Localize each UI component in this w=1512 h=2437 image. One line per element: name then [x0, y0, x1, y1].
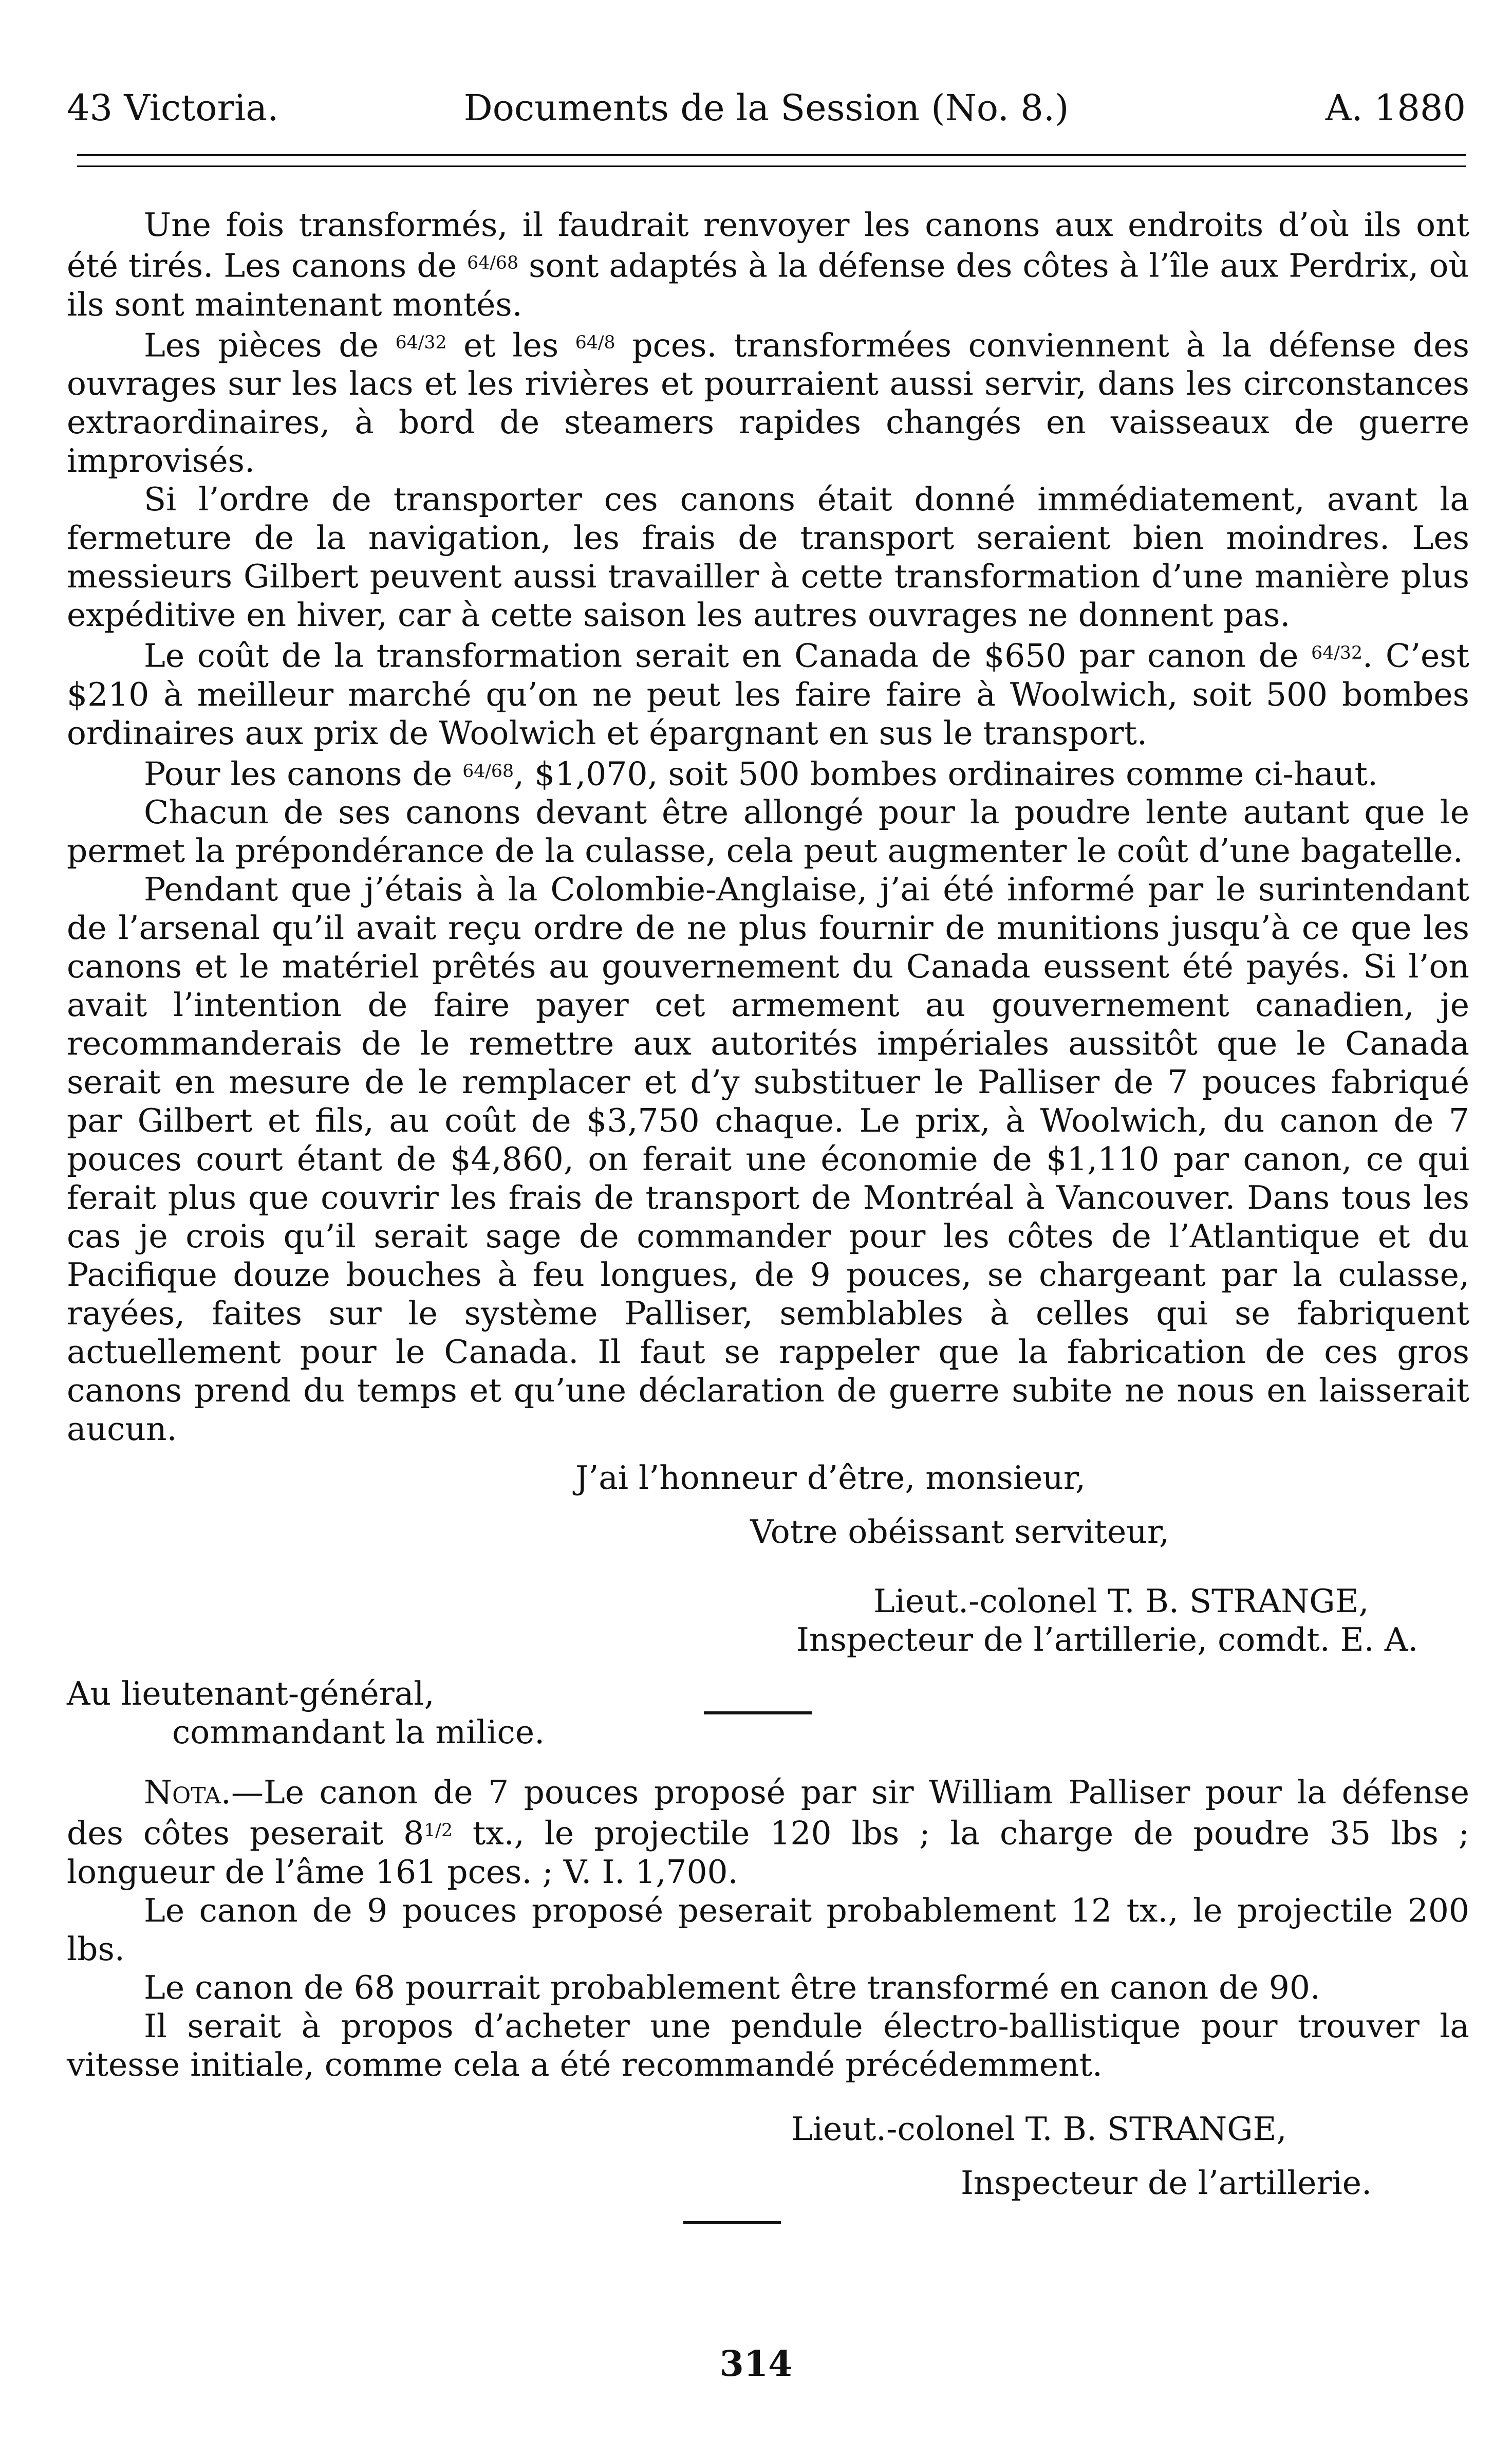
paragraph-7: Pendant que j’étais à la Colombie-Anglaise, j’ai été informé par le surintendant de l’arsenal qu’il avait reçu ordre de ne plus fournir de munitions jusqu’à ce que les canons et le matériel prêtés au gouvernement du Canada eussent été payés. Si l’on avait l’intention de faire payer cet armement au gouvernement canadien, je recommanderais de le remettre aux autorités impériales aussitôt que le Canada serait en mesure de le remplacer et d’y substituer le Palliser de 7 pouces fabriqué par Gilbert et fils, au coût de $3,750 chaque. Le prix, à Woolwich, du canon de 7 pouces court étant de $4,860, on ferait une économie de $1,110 par canon, ce qui ferait plus que couvrir les frais de transport de Montréal à Vancouver. Dans tous les cas je crois qu’il serait sage de commander pour les côtes de l’Atlantique et du Pacifique douze bouches à feu longues, de 9 pouces, se chargeant par la culasse, rayées, faites sur le système Palliser, semblables à celles qui se fabriquent actuellement pour le Canada. Il faut se rappeler que la fabrication de ces gros canons prend du temps et qu’une déclaration de guerre subite ne nous en laisserait aucun. [67, 871, 1469, 1448]
paragraph-5: Pour les canons de $^{64/68}$, $1,070, soit 500 bombes ordinaires comme ci-haut. [144, 755, 1378, 793]
fraction: 64/32 [395, 332, 447, 353]
fraction: 64/32 [1311, 643, 1363, 664]
closing-servant: Votre obéissant serviteur, [750, 1513, 1170, 1551]
footer-separator [683, 2221, 781, 2224]
header-left: 43 Victoria. [67, 87, 279, 129]
page-number: 314 [719, 2343, 793, 2385]
header-center: Documents de la Session (No. 8.) [463, 87, 1069, 129]
paragraph-1: Une fois transformés, il faudrait renvoyer les canons aux endroits d’où ils ont été tirés. Les canons de $^{64/68}$ sont adaptés à la défense des côtes à l’île aux Perdrix, où ils sont maintenant montés. [67, 206, 1469, 323]
nota-paragraph-2: Le canon de 9 pouces proposé peserait probablement 12 tx., le projectile 200 lbs. [67, 1891, 1469, 1968]
nota-signature-title: Inspecteur de l’artillerie. [961, 2164, 1372, 2202]
paragraph-2: Les pièces de $^{64/32}$ et les $^{64/8}$ pces. transformées conviennent à la défense des ouvrages sur les lacs et les rivières et pourraient aussi servir, dans les circonstances extraordinaires, à bord de steamers rapides changés en vaisseaux de guerre improvisés. [67, 326, 1469, 480]
nota-section [67, 1773, 1469, 2202]
addressee-line-2: commandant la milice. [172, 1713, 545, 1751]
signature-title: Inspecteur de l’artillerie, comdt. E. A. [796, 1621, 1418, 1659]
section-separator [704, 1711, 812, 1714]
paragraph-6: Chacun de ses canons devant être allongé pour la poudre lente autant que le permet la prépondérance de la culasse, cela peut augmenter le coût d’une bagatelle. [67, 793, 1469, 870]
running-header [67, 82, 1466, 134]
nota-paragraph-3: Le canon de 68 pourrait probablement être transformé en canon de 90. [144, 1968, 1320, 2006]
letter-closing [67, 1458, 1469, 1751]
fraction: 1/2 [424, 1820, 453, 1841]
paragraph-4: Le coût de la transformation serait en Canada de $650 par canon de $^{64/32}$. C’est $210 à meilleur marché qu’on ne peut les faire faire à Woolwich, soit 500 bombes ordinaires aux prix de Woolwich et épargnant en sus le transport. [67, 637, 1469, 752]
nota-paragraph-1: Nota.—Le canon de 7 pouces proposé par sir William Palliser pour la défense des côtes peserait $8^{1/2}$ tx., le projectile 120 lbs ; la charge de poudre 35 lbs ; longueur de l’âme 161 pces. ; V. I. 1,700. [67, 1774, 1469, 1891]
fraction: 64/8 [575, 332, 615, 353]
letter-body [67, 206, 1469, 1751]
header-right: A. 1880 [1325, 87, 1466, 129]
paragraph-3: Si l’ordre de transporter ces canons était donné immédiatement, avant la fermeture de la navigation, les frais de transport seraient bien moindres. Les messieurs Gilbert peuvent aussi travailler à cette transformation d’une manière plus expéditive en hiver, car à cette saison les autres ouvrages ne donnent pas. [67, 481, 1469, 634]
addressee-line-1: Au lieutenant-général, [67, 1675, 435, 1713]
signature-name: Lieut.-colonel T. B. STRANGE, [873, 1582, 1369, 1620]
header-rule-bottom [77, 165, 1466, 167]
fraction: 64/68 [462, 761, 514, 782]
nota-signature-name: Lieut.-colonel T. B. STRANGE, [791, 2110, 1287, 2148]
nota-paragraph-4: Il serait à propos d’acheter une pendule électro-ballistique pour trouver la vitesse initiale, comme cela a été recommandé précédemment. [67, 2007, 1469, 2083]
fraction: 64/68 [467, 253, 518, 273]
closing-salutation: J’ai l’honneur d’être, monsieur, [575, 1459, 1086, 1497]
header-rule-top [77, 154, 1466, 156]
nota-label: Nota. [144, 1774, 231, 1811]
